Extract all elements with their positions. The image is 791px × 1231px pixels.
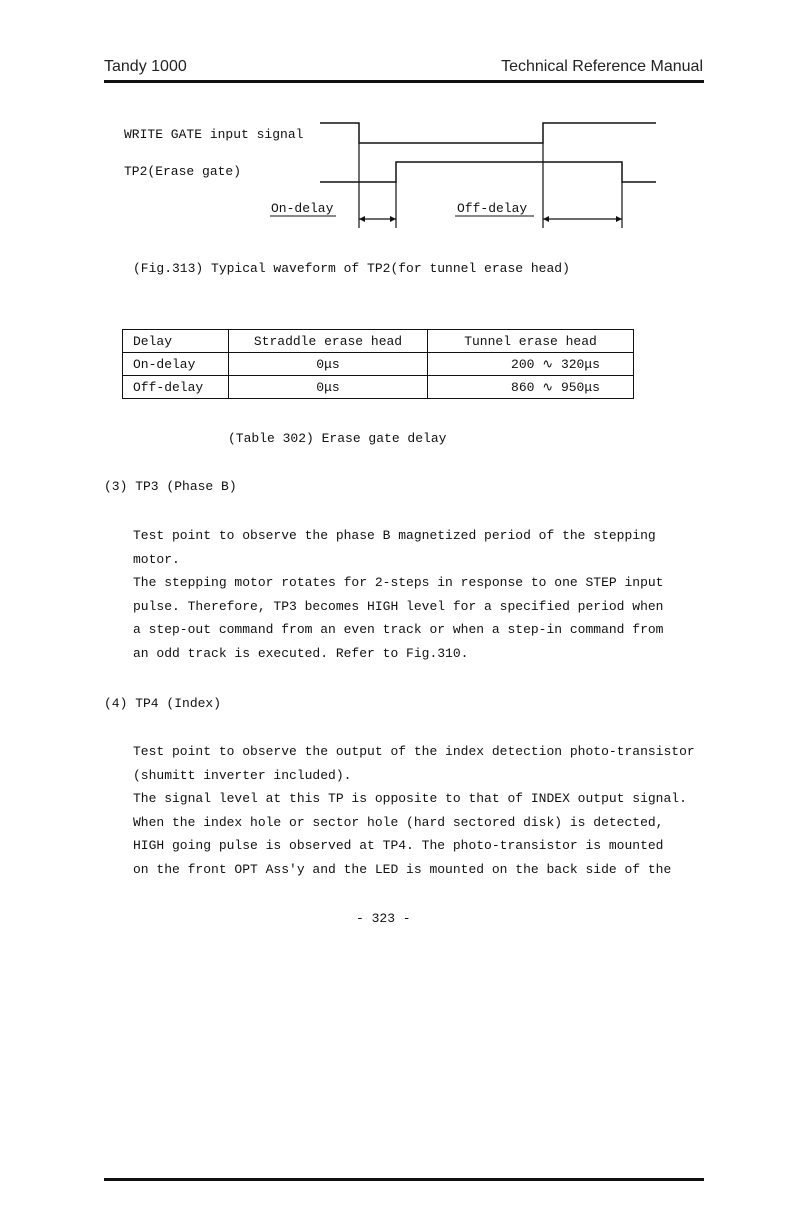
on-delay-label: On-delay (271, 201, 334, 216)
write-gate-waveform (320, 123, 656, 143)
section-body-tp4 (133, 740, 713, 881)
table-cell: On-delay (123, 353, 229, 376)
table-cell: 0μs (229, 353, 428, 376)
paragraph-line: (shumitt inverter included). (133, 767, 352, 783)
table-cell: 0μs (229, 376, 428, 399)
table-cell: 200 ∿ 320μs (428, 353, 634, 376)
table-header-row (123, 330, 634, 353)
header-title-right: Technical Reference Manual (501, 58, 703, 75)
table-header-cell: Tunnel erase head (428, 330, 634, 353)
table-caption: (Table 302) Erase gate delay (228, 431, 447, 446)
paragraph-line: an odd track is executed. Refer to Fig.310. (133, 645, 469, 661)
footer-rule (104, 1178, 704, 1181)
paragraph-line: on the front OPT Ass'y and the LED is mounted on the back side of the (133, 861, 672, 877)
paragraph-line: Test point to observe the output of the index detection photo-transistor (133, 744, 695, 759)
page-number: - 323 - (356, 911, 411, 926)
tp2-signal-label: TP2(Erase gate) (124, 164, 242, 179)
off-delay-label: Off-delay (457, 201, 528, 216)
write-gate-signal-label: WRITE GATE input signal (124, 127, 304, 142)
paragraph-line: Test point to observe the phase B magnetized period of the stepping (133, 528, 656, 543)
paragraph-line: The stepping motor rotates for 2-steps in response to one STEP input (133, 575, 664, 590)
table-cell: Off-delay (123, 376, 229, 399)
paragraph-line: When the index hole or sector hole (hard sectored disk) is detected, (133, 814, 664, 830)
paragraph-line: HIGH going pulse is observed at TP4. The photo-transistor is mounted (133, 838, 664, 853)
paragraph-line: motor. (133, 551, 180, 567)
table-header-cell: Delay (123, 330, 229, 353)
timing-waveform (0, 0, 791, 260)
section-heading-tp3: (3) TP3 (Phase B) (104, 479, 237, 494)
paragraph-line: a step-out command from an even track or when a step-in command from (133, 622, 664, 637)
erase-gate-delay-table (122, 329, 634, 399)
table-header-cell: Straddle erase head (229, 330, 428, 353)
section-heading-tp4: (4) TP4 (Index) (104, 696, 222, 711)
paragraph-line: The signal level at this TP is opposite to that of INDEX output signal. (133, 791, 687, 806)
table-row (123, 353, 634, 376)
table-row (123, 376, 634, 399)
section-body-tp3 (133, 524, 713, 665)
paragraph-line: pulse. Therefore, TP3 becomes HIGH level for a specified period when (133, 598, 664, 614)
tp2-waveform (320, 162, 656, 182)
table-cell: 860 ∿ 950μs (428, 376, 634, 399)
header-title-left: Tandy 1000 (104, 58, 187, 75)
figure-caption: (Fig.313) Typical waveform of TP2(for tunnel erase head) (133, 261, 570, 276)
